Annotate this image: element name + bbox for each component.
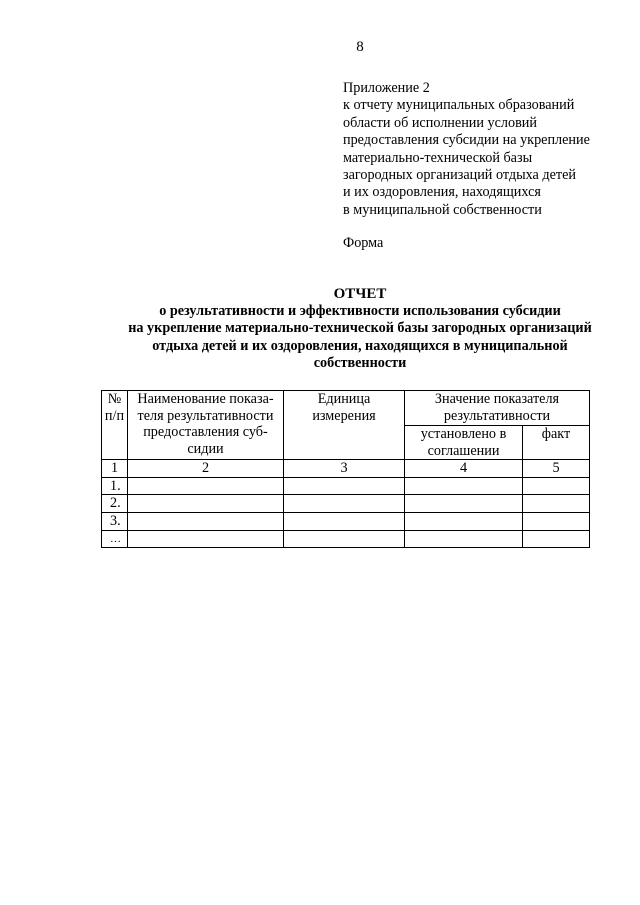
table-cell	[128, 512, 284, 530]
index-cell: 4	[405, 460, 523, 478]
form-label: Форма	[343, 235, 384, 251]
table-cell	[128, 477, 284, 495]
table-row	[102, 477, 590, 495]
header-value-fact: факт	[523, 426, 590, 460]
report-title-main: ОТЧЕТ	[333, 286, 387, 302]
report-title-line: отдыха детей и их оздоровления, находящихся в муниципальной	[152, 337, 568, 354]
appendix-line: к отчету муниципальных образований	[343, 97, 575, 114]
header-name-line: предоставления суб-	[143, 424, 268, 441]
row-number: 1.	[102, 477, 128, 495]
header-value-group-line: результативности	[443, 407, 551, 424]
header-name-line: сидии	[187, 440, 224, 457]
table-row	[102, 530, 590, 548]
header-num-line: №	[107, 391, 122, 407]
header-value-group	[405, 391, 590, 426]
table-cell	[284, 495, 405, 513]
table-cell	[284, 512, 405, 530]
report-title-line: на укрепление материально-технической базы загородных организаций	[128, 320, 592, 337]
report-title-line: о результативности и эффективности использования субсидии	[159, 303, 561, 320]
header-unit-line: Единица	[317, 391, 371, 407]
header-unit	[284, 391, 405, 460]
table-cell	[284, 530, 405, 548]
header-num-line: п/п	[104, 407, 125, 424]
table-row	[102, 512, 590, 530]
header-num	[102, 391, 128, 460]
report-title-line: собственности	[313, 354, 407, 371]
table-cell	[523, 495, 590, 513]
appendix-line: загородных организаций отдыха детей	[343, 167, 576, 184]
row-number: 3.	[102, 512, 128, 530]
index-cell: 2	[128, 460, 284, 478]
header-value-set-line: установлено в	[420, 426, 507, 442]
appendix-line: материально-технической базы	[343, 149, 533, 166]
header-value-set-line: соглашении	[427, 442, 500, 459]
table-cell	[405, 477, 523, 495]
table-cell	[405, 530, 523, 548]
header-name-line: теля результативности	[137, 407, 274, 424]
appendix-line: предоставления субсидии на укрепление	[343, 132, 590, 149]
header-name-line: Наименование показа-	[137, 391, 274, 407]
report-table	[101, 390, 590, 548]
table-cell	[284, 477, 405, 495]
appendix-note	[343, 80, 633, 219]
page-number: 8	[356, 39, 364, 55]
appendix-line: области об исполнении условий	[343, 114, 537, 131]
table-cell	[128, 495, 284, 513]
appendix-line: и их оздоровления, находящихся	[343, 184, 541, 201]
row-number: …	[102, 530, 128, 548]
header-value-set	[405, 426, 523, 460]
index-cell: 3	[284, 460, 405, 478]
appendix-line: Приложение 2	[343, 80, 430, 96]
table-cell	[523, 477, 590, 495]
table-cell	[405, 512, 523, 530]
row-number: 2.	[102, 495, 128, 513]
header-value-group-line: Значение показателя	[434, 391, 560, 407]
index-cell: 1	[102, 460, 128, 478]
index-cell: 5	[523, 460, 590, 478]
table-cell	[523, 512, 590, 530]
appendix-line: в муниципальной собственности	[343, 201, 542, 218]
table-cell	[128, 530, 284, 548]
table-row	[102, 495, 590, 513]
report-title	[60, 286, 640, 372]
header-name	[128, 391, 284, 460]
table-cell	[405, 495, 523, 513]
header-unit-line: измерения	[312, 407, 376, 424]
table-cell	[523, 530, 590, 548]
